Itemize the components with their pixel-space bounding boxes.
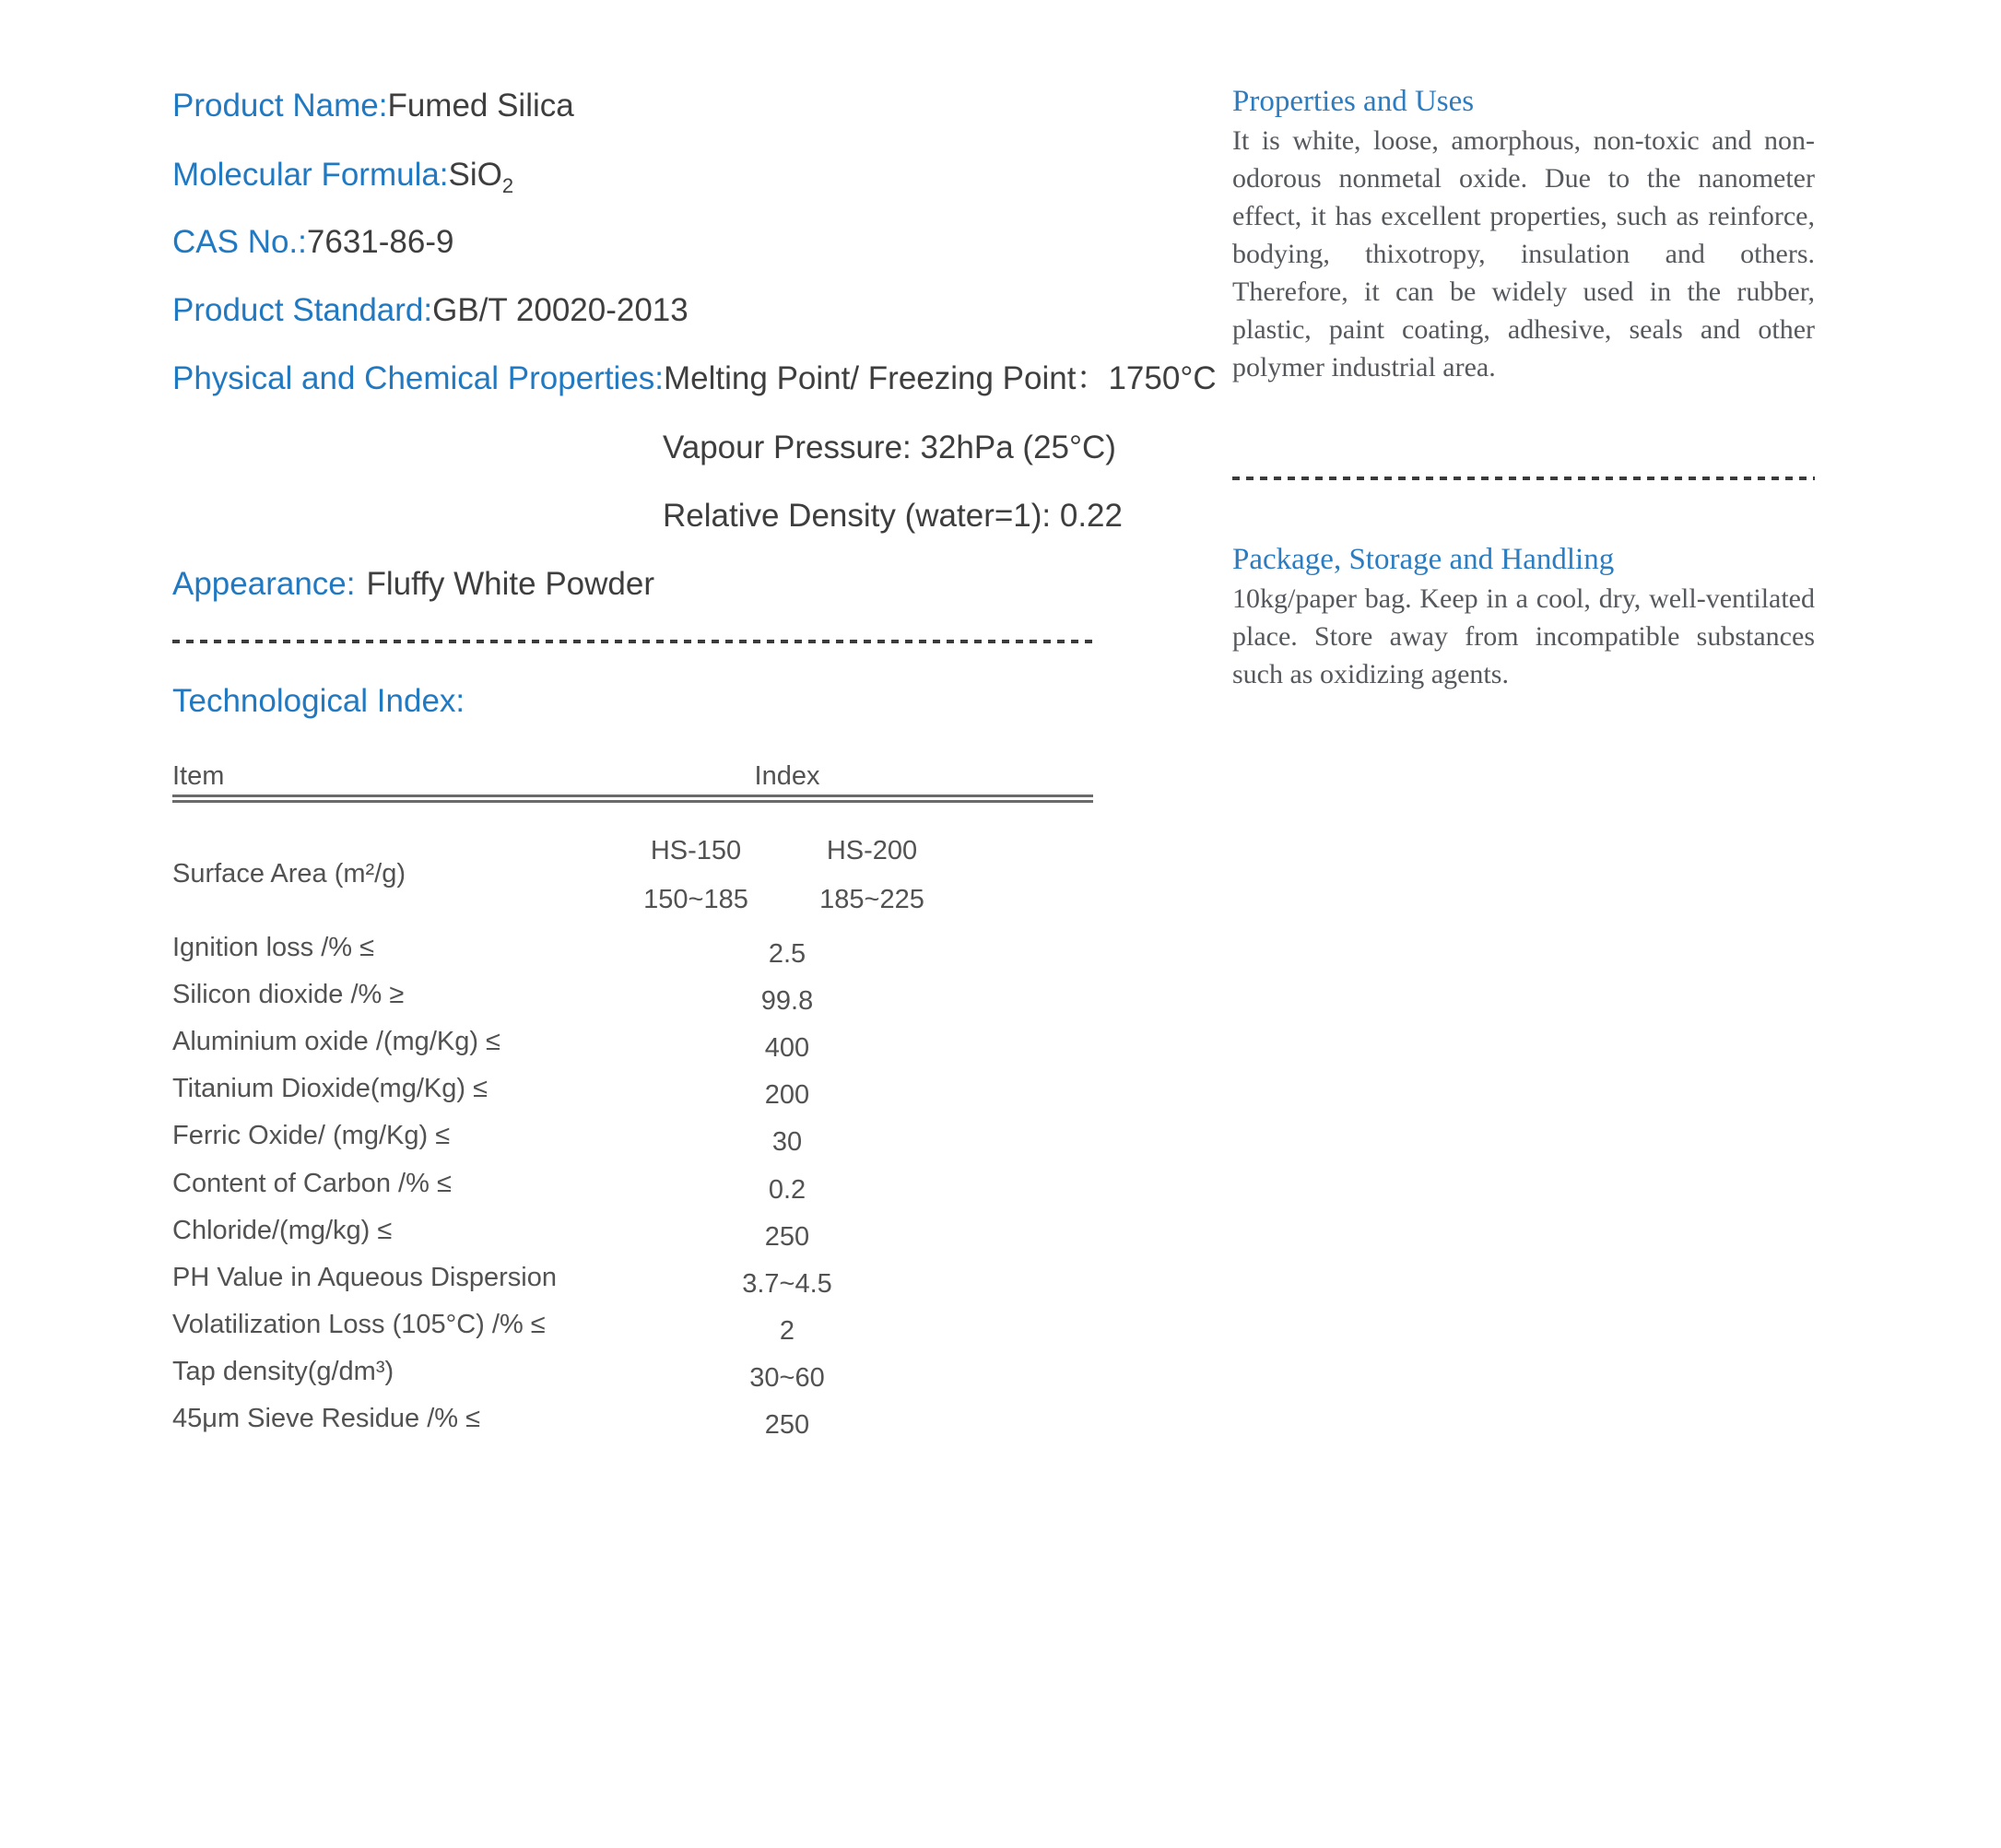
vapour-pressure-line [663,426,1116,470]
row-value: 200 [764,1080,810,1110]
table-row-ignition-loss [172,926,1093,969]
table-row-aluminium-oxide [172,1020,1093,1063]
table-row-chloride [172,1209,1093,1252]
properties-and-uses-title: Properties and Uses [1232,85,1475,118]
range-hs200: 185~225 [819,885,924,914]
table-row-volatilization-loss [172,1303,1093,1346]
molecular-formula-label: Molecular Formula: [172,157,449,193]
row-value: 2 [779,1316,795,1346]
row-label: Ignition loss /% ≤ [172,933,375,962]
row-label: Titanium Dioxide(mg/Kg) ≤ [172,1074,488,1103]
row-value: 250 [764,1222,810,1252]
relative-density-line [663,494,1123,538]
table-row-titanium-dioxide [172,1067,1093,1110]
product-standard-value: GB/T 20020-2013 [432,292,689,328]
grade-hs200: HS-200 [826,836,918,865]
appearance-label: Appearance: [172,566,356,602]
physical-properties-line [172,357,1217,401]
left-dashed-divider [172,640,1093,643]
cas-number-label: CAS No.: [172,224,307,260]
properties-and-uses-body: It is white, loose, amorphous, non-toxic and non-odorous nonmetal oxide. Due to the nanometer effect, it has excellent properties, such as reinforce, bodying, thixotropy, insulation and others. Therefore, it can be widely used in the rubber, plastic, paint coating, adhesive, seals and other polymer industrial area. [1232,125,1815,383]
row-label: Content of Carbon /% ≤ [172,1169,452,1198]
cas-number-value: 7631-86-9 [306,224,454,260]
row-value: 30 [771,1127,803,1157]
row-value: 3.7~4.5 [742,1269,832,1299]
row-value: 400 [764,1033,810,1063]
range-hs150: 150~185 [643,885,748,914]
row-value: 250 [764,1410,810,1440]
column-header-index: Index [754,761,820,791]
table-row-ferric-oxide [172,1114,1093,1157]
row-value: 2.5 [768,939,806,969]
technological-index-title: Technological Index: [172,683,465,719]
row-label: Ferric Oxide/ (mg/Kg) ≤ [172,1121,451,1150]
row-label: Silicon dioxide /% ≥ [172,980,405,1009]
column-header-item: Item [172,761,225,791]
row-value: 0.2 [768,1175,806,1205]
row-label: Tap density(g/dm³) [172,1357,394,1386]
row-label: Volatilization Loss (105°C) /% ≤ [172,1310,546,1339]
product-name-line [172,84,574,128]
surface-area-ranges-row [172,878,1093,921]
row-label: PH Value in Aqueous Dispersion [172,1263,557,1292]
row-label: 45μm Sieve Residue /% ≤ [172,1404,481,1433]
table-row-tap-density [172,1350,1093,1393]
cas-number-line [172,220,453,265]
table-header-row [172,755,1093,797]
row-value: 30~60 [749,1363,825,1393]
appearance-line [172,562,654,606]
grade-hs150: HS-150 [650,836,742,865]
product-name-label: Product Name: [172,88,388,124]
product-standard-line [172,288,689,333]
row-label: Aluminium oxide /(mg/Kg) ≤ [172,1027,500,1056]
table-row-carbon-content [172,1162,1093,1205]
formula-base: SiO [448,157,502,193]
formula-subscript: 2 [501,174,514,197]
row-label: Chloride/(mg/kg) ≤ [172,1216,393,1245]
table-row-ph-value [172,1256,1093,1299]
melting-freezing-point-value: Melting Point/ Freezing Point：1750°C [664,360,1217,396]
package-storage-body: 10kg/paper bag. Keep in a cool, dry, well-ventilated place. Store away from incompatible substances such as oxidizing agents. [1232,583,1815,689]
appearance-value: Fluffy White Powder [366,566,655,602]
physical-properties-label: Physical and Chemical Properties: [172,360,665,396]
vapour-pressure-value: Vapour Pressure: 32hPa (25°C) [663,430,1116,465]
product-name-value: Fumed Silica [387,88,574,124]
table-row-sieve-residue [172,1397,1093,1440]
table-double-rule [172,795,1093,803]
relative-density-value: Relative Density (water=1): 0.22 [663,498,1123,534]
molecular-formula-value [448,157,514,197]
surface-area-label: Surface Area (m²/g) [172,859,406,889]
table-row-silicon-dioxide [172,973,1093,1016]
molecular-formula-line [172,153,513,197]
right-dashed-divider [1232,477,1815,480]
package-storage-title: Package, Storage and Handling [1232,543,1615,576]
row-value: 99.8 [760,986,814,1016]
product-standard-label: Product Standard: [172,292,433,328]
